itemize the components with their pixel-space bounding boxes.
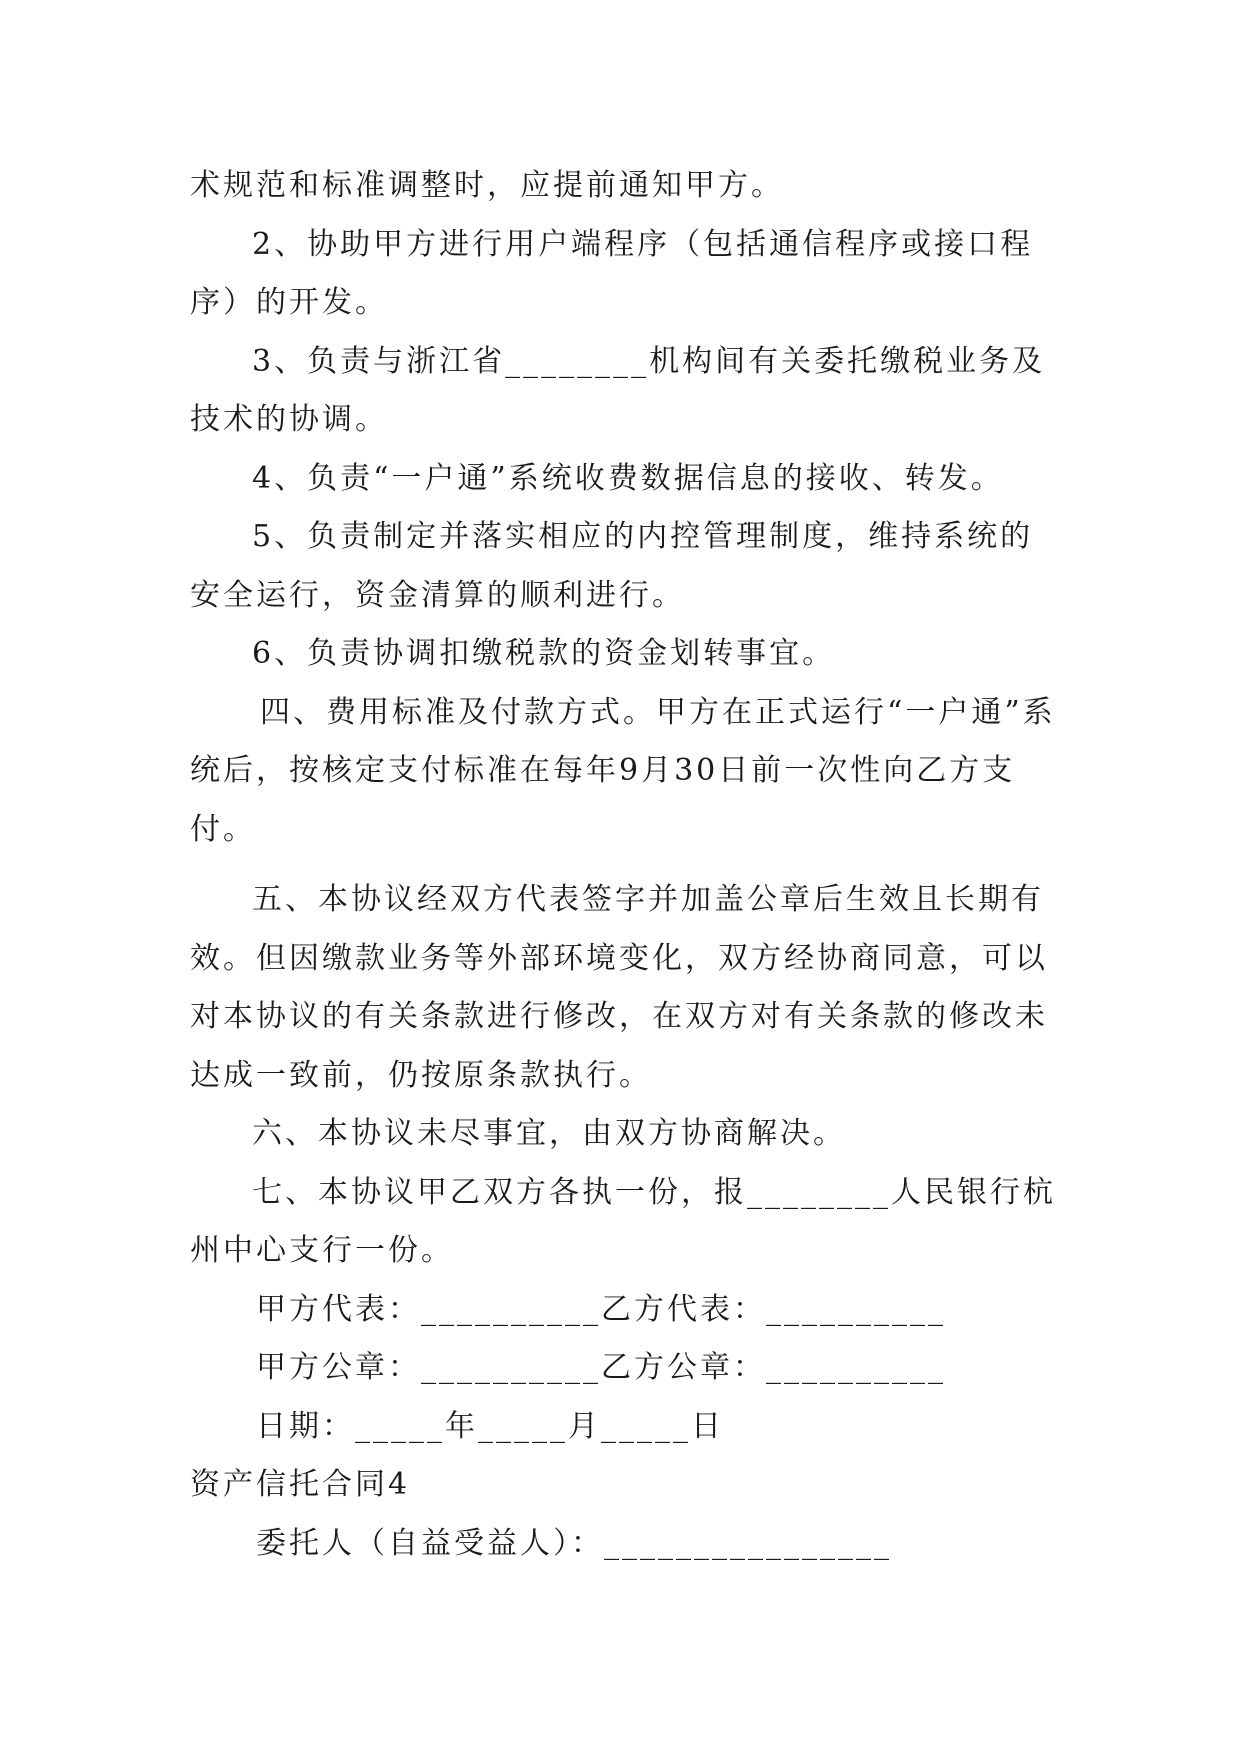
clause-4: 4、负责“一户通”系统收费数据信息的接收、转发。 [252,460,1004,496]
section-fees: 四、费用标准及付款方式。甲方在正式运行“一户通”系统后，按核定支付标准在每年9月30日前一次性向乙方支付。 [190,694,1056,847]
next-contract-title: 资产信托合同4 [190,1467,411,1502]
representative-signature-line: 甲方代表：__________乙方代表：__________ [256,1291,946,1327]
trustor-line: 委托人（自益受益人）：________________ [256,1525,892,1561]
document-body [190,157,1058,1573]
clause-6: 6、负责协调扣缴税款的资金划转事宜。 [252,636,836,671]
section-other-matters: 六、本协议未尽事宜，由双方协商解决。 [252,1116,846,1151]
clause-2: 2、协助甲方进行用户端程序（包括通信程序或接口程序）的开发。 [190,226,1034,320]
section-copies: 七、本协议甲乙双方各执一份，报________人民银行杭州中心支行一份。 [190,1174,1056,1268]
clause-5: 5、负责制定并落实相应的内控管理制度，维持系统的安全运行，资金清算的顺利进行。 [190,519,1034,613]
date-line: 日期：_____年_____月_____日 [256,1408,724,1444]
section-validity: 五、本协议经双方代表签字并加盖公章后生效且长期有效。但因缴款业务等外部环境变化，双方经协商同意，可以对本协议的有关条款进行修改，在双方对有关条款的修改未达成一致前，仍按原条款执行。 [190,882,1048,1093]
clause-3: 3、负责与浙江省________机构间有关委托缴税业务及技术的协调。 [190,343,1046,437]
seal-line: 甲方公章：__________乙方公章：__________ [256,1350,946,1385]
paragraph-continuation: 术规范和标准调整时，应提前通知甲方。 [190,168,784,203]
